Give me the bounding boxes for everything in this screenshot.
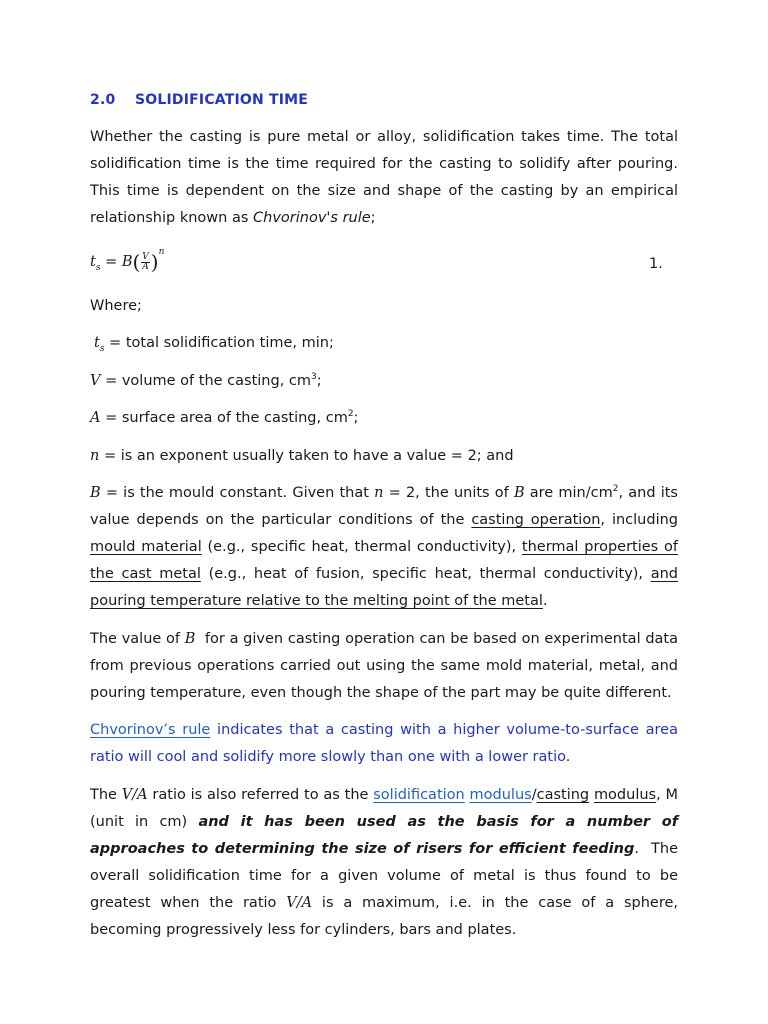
emphasis-risers: and it has been used as the basis for a number of approaches to determining the size of risers for efficient feeding <box>90 814 678 857</box>
eq-exponent: n <box>158 247 165 257</box>
link-chvorinov-rule[interactable]: Chvorinov’s rule <box>90 722 211 738</box>
section-heading <box>90 92 308 108</box>
intro-tail: ; <box>370 210 376 226</box>
equation-number: 1. <box>649 256 663 272</box>
rule-name: Chvorinov's rule <box>253 210 371 226</box>
link-thermal-properties[interactable]: thermal properties of the cast metal <box>90 539 678 582</box>
eq-paren-close: ) <box>150 250 159 274</box>
link-casting-modulus[interactable]: modulus <box>593 787 657 803</box>
def-ts: $t_s$ = total solidification time, min; <box>94 335 334 354</box>
link-solidification[interactable]: solidification <box>373 787 465 803</box>
equation <box>90 247 165 274</box>
modulus-paragraph: The V/A ratio is also referred to as the solidification modulus/casting modulus, M (unit in cm) and it has been used as the basis for a number of approaches to determining the size of risers for efficient feeding. The overall solidification time for a given volume of metal is thus found to be greatest when the ratio V/A is a maximum, i.e. in the case of a sphere, becoming progressively less for cylinders, bars and plates. <box>90 787 683 938</box>
def-v: V = volume of the casting, $cm^3$; <box>90 372 322 389</box>
link-pouring-temperature[interactable]: and pouring temperature relative to the melting point of the metal <box>90 566 678 609</box>
where-label: Where; <box>90 298 142 314</box>
link-casting-operation[interactable]: casting operation <box>471 512 601 528</box>
link-modulus[interactable]: modulus <box>469 787 532 803</box>
def-n: n = is an exponent usually taken to have a value = 2; and <box>90 448 514 464</box>
rule-paragraph: Chvorinov’s rule indicates that a casting with a higher volume-to-surface area ratio will cool and solidify more slowly than one with a lower ratio. <box>90 722 678 765</box>
eq-paren-open: ( <box>132 250 141 274</box>
section-title: SOLIDIFICATION TIME <box>135 92 309 108</box>
link-mould-material[interactable]: mould material <box>90 539 202 555</box>
eq-constant: B <box>121 254 133 270</box>
value-of-b-paragraph: The value of B for a given casting operation can be based on experimental data from previous operations carried out using the same mold material, metal, and pouring temperature, even though the shape of the part may be quite different. <box>90 631 683 701</box>
intro-paragraph <box>90 124 678 232</box>
section-number: 2.0 <box>90 92 116 108</box>
eq-equals: = <box>105 254 118 270</box>
eq-fraction: $\frac{V}{A}$ <box>142 251 149 272</box>
eq-lhs: $t_s$ <box>90 254 101 273</box>
def-a: A = surface area of the casting, $cm^2$; <box>90 409 359 426</box>
link-casting[interactable]: casting <box>536 787 590 803</box>
intro-text: Whether the casting is pure metal or alloy, solidification takes time. The total solidification time is the time required for the casting to solidify after pouring. This time is dependent on the size and shape of the casting by an empirical relationship known as <box>90 129 678 226</box>
b-constant-paragraph: B = is the mould constant. Given that n = 2, the units of B are $\min/cm^2$, and its value depends on the particular conditions of the casting operation, including mould material (e.g., specific heat, thermal conductivity), thermal properties of the cast metal (e.g., heat of fusion, specific heat, thermal conductivity), and pouring temperature relative to the melting point of the metal. <box>90 484 678 609</box>
